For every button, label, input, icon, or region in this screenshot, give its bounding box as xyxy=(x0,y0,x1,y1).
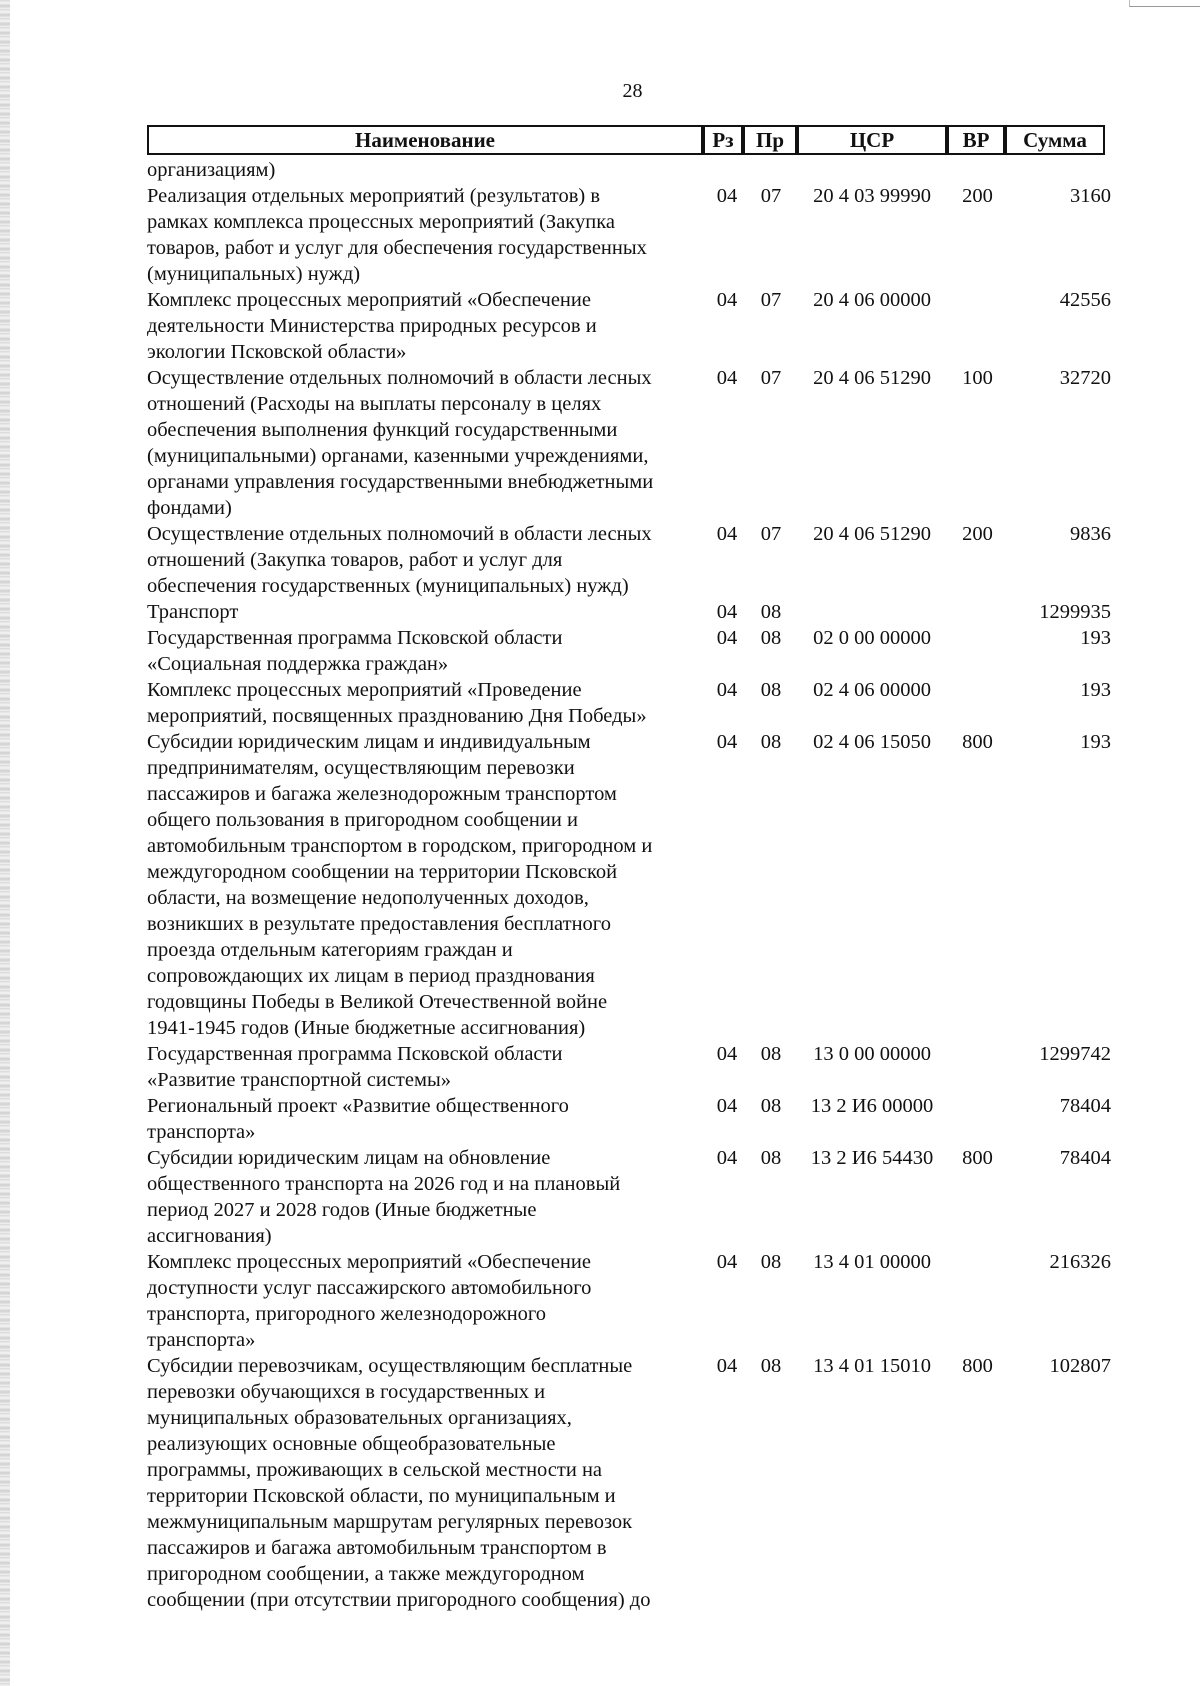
row-name-line: деятельности Министерства природных ресурсов и xyxy=(147,315,597,337)
row-name xyxy=(147,677,702,729)
row-vr: 800 xyxy=(962,1355,993,1377)
table-row xyxy=(147,1041,1115,1093)
row-sum: 102807 xyxy=(1049,1355,1111,1377)
row-name-line: товаров, работ и услуг для обеспечения государственных xyxy=(147,237,647,259)
row-name-line: отношений (Расходы на выплаты персоналу в целях xyxy=(147,393,602,415)
table-row xyxy=(147,677,1115,729)
row-name-line: междугородном сообщении на территории Псковской xyxy=(147,861,618,883)
row-name-line: фондами) xyxy=(147,497,232,519)
row-name xyxy=(147,599,702,625)
row-name xyxy=(147,521,702,599)
row-pr: 08 xyxy=(760,1043,782,1065)
table-row xyxy=(147,521,1115,599)
row-name-line: территории Псковской области, по муниципальным и xyxy=(147,1485,616,1507)
scan-edge-top-right xyxy=(1129,0,1200,7)
row-name-line: Комплекс процессных мероприятий «Проведение xyxy=(147,679,582,701)
row-name-line: органами управления государственными внебюджетными xyxy=(147,471,654,493)
row-pr: 08 xyxy=(760,731,782,753)
row-name-line: экологии Псковской области» xyxy=(147,341,407,363)
row-name-line: Региональный проект «Развитие общественного xyxy=(147,1095,569,1117)
row-name xyxy=(147,1041,702,1093)
row-pr: 08 xyxy=(760,1251,782,1273)
row-name-line: годовщины Победы в Великой Отечественной войне xyxy=(147,991,608,1013)
row-name xyxy=(147,287,702,365)
row-name-line: общественного транспорта на 2026 год и на плановый xyxy=(147,1173,621,1195)
row-name xyxy=(147,1353,702,1613)
budget-table xyxy=(147,125,1115,1613)
row-rz: 04 xyxy=(716,1095,738,1117)
row-name-line: области, на возмещение недополученных доходов, xyxy=(147,887,589,909)
row-name-line: сообщении (при отсутствии пригородного сообщения) до xyxy=(147,1589,651,1611)
row-name-line: сопровождающих их лицам в период празднования xyxy=(147,965,595,987)
row-name-line: обеспечения государственных (муниципальных) нужд) xyxy=(147,575,629,597)
row-name-line: Осуществление отдельных полномочий в области лесных xyxy=(147,367,652,389)
row-sum: 193 xyxy=(1080,731,1111,753)
scan-edge-left xyxy=(0,0,10,1686)
row-sum: 193 xyxy=(1080,679,1111,701)
row-vr: 800 xyxy=(962,731,993,753)
header-name: Наименование xyxy=(147,125,703,155)
row-name-line: ассигнования) xyxy=(147,1225,272,1247)
table-row xyxy=(147,1353,1115,1613)
table-row xyxy=(147,365,1115,521)
row-name xyxy=(147,365,702,521)
row-name-line: отношений (Закупка товаров, работ и услуг для xyxy=(147,549,563,571)
row-name-line: Субсидии юридическим лицам и индивидуальным xyxy=(147,731,591,753)
row-name-line: Субсидии перевозчикам, осуществляющим бесплатные xyxy=(147,1355,633,1377)
row-name-line: (муниципальными) органами, казенными учреждениями, xyxy=(147,445,649,467)
header-pr: Пр xyxy=(743,125,797,155)
row-name-line: 1941-1945 годов (Иные бюджетные ассигнования) xyxy=(147,1017,586,1039)
row-rz: 04 xyxy=(716,1147,738,1169)
row-name-line: «Социальная поддержка граждан» xyxy=(147,653,449,675)
row-pr: 07 xyxy=(760,523,782,545)
row-name-line: реализующих основные общеобразовательные xyxy=(147,1433,556,1455)
row-pr: 08 xyxy=(760,1095,782,1117)
row-vr: 800 xyxy=(962,1147,993,1169)
row-csr: 20 4 03 99990 xyxy=(813,185,931,207)
row-rz: 04 xyxy=(716,367,738,389)
row-name-line: период 2027 и 2028 годов (Иные бюджетные xyxy=(147,1199,537,1221)
row-name-line: Транспорт xyxy=(147,601,239,623)
row-name-line: муниципальных образовательных организациях, xyxy=(147,1407,572,1429)
row-pr: 08 xyxy=(760,627,782,649)
row-csr: 20 4 06 00000 xyxy=(813,289,931,311)
row-name-line: программы, проживающих в сельской местности на xyxy=(147,1459,603,1481)
row-rz: 04 xyxy=(716,185,738,207)
row-rz: 04 xyxy=(716,731,738,753)
row-csr: 13 4 01 15010 xyxy=(813,1355,931,1377)
row-pr: 08 xyxy=(760,1355,782,1377)
row-name-line: автомобильным транспортом в городском, пригородном и xyxy=(147,835,653,857)
row-name-line: Государственная программа Псковской области xyxy=(147,1043,563,1065)
row-name xyxy=(147,183,702,287)
row-sum: 1299742 xyxy=(1039,1043,1111,1065)
row-name-line: Субсидии юридическим лицам на обновление xyxy=(147,1147,551,1169)
row-name-line: Комплекс процессных мероприятий «Обеспечение xyxy=(147,1251,591,1273)
row-name-line: Осуществление отдельных полномочий в области лесных xyxy=(147,523,652,545)
row-sum: 78404 xyxy=(1059,1147,1111,1169)
row-csr: 20 4 06 51290 xyxy=(813,523,931,545)
row-name-line: пассажиров и багажа автомобильным транспортом в xyxy=(147,1537,607,1559)
row-rz: 04 xyxy=(716,1251,738,1273)
row-name xyxy=(147,1093,702,1145)
row-name-line: транспорта» xyxy=(147,1329,256,1351)
row-vr: 100 xyxy=(962,367,993,389)
row-sum: 1299935 xyxy=(1039,601,1111,623)
row-name-line: транспорта, пригородного железнодорожного xyxy=(147,1303,547,1325)
row-rz: 04 xyxy=(716,679,738,701)
row-rz: 04 xyxy=(716,601,738,623)
row-name xyxy=(147,729,702,1041)
header-vr: ВР xyxy=(947,125,1005,155)
row-sum: 42556 xyxy=(1059,289,1111,311)
row-pr: 07 xyxy=(760,185,782,207)
row-pr: 07 xyxy=(760,367,782,389)
row-sum: 9836 xyxy=(1070,523,1111,545)
row-name-line: Комплекс процессных мероприятий «Обеспечение xyxy=(147,289,591,311)
row-csr: 13 2 И6 54430 xyxy=(810,1147,934,1169)
row-sum: 78404 xyxy=(1059,1095,1111,1117)
row-vr: 200 xyxy=(962,523,993,545)
row-sum: 3160 xyxy=(1070,185,1111,207)
table-header-row xyxy=(147,125,1115,157)
row-name-line: перевозки обучающихся в государственных и xyxy=(147,1381,546,1403)
table-row xyxy=(147,625,1115,677)
row-rz: 04 xyxy=(716,1043,738,1065)
row-name-line: Государственная программа Псковской области xyxy=(147,627,563,649)
row-pr: 08 xyxy=(760,679,782,701)
header-csr: ЦСР xyxy=(797,125,947,155)
row-csr: 20 4 06 51290 xyxy=(813,367,931,389)
row-sum: 193 xyxy=(1080,627,1111,649)
row-name-line: возникших в результате предоставления бесплатного xyxy=(147,913,611,935)
row-name xyxy=(147,1249,702,1353)
row-name-line: мероприятий, посвященных празднованию Дня Победы» xyxy=(147,705,647,727)
row-name-line: общего пользования в пригородном сообщении и xyxy=(147,809,578,831)
row-name-line: (муниципальных) нужд) xyxy=(147,263,361,285)
row-pr: 07 xyxy=(760,289,782,311)
table-row xyxy=(147,599,1115,625)
row-csr: 02 4 06 00000 xyxy=(813,679,931,701)
row-name-line: проезда отдельным категориям граждан и xyxy=(147,939,513,961)
row-csr: 02 4 06 15050 xyxy=(813,731,931,753)
row-name-line: обеспечения выполнения функций государственными xyxy=(147,419,618,441)
row-csr: 13 0 00 00000 xyxy=(813,1043,931,1065)
table-row xyxy=(147,157,1115,183)
row-vr: 200 xyxy=(962,185,993,207)
row-rz: 04 xyxy=(716,1355,738,1377)
table-row xyxy=(147,1093,1115,1145)
row-name-line: «Развитие транспортной системы» xyxy=(147,1069,451,1091)
table-row xyxy=(147,1145,1115,1249)
row-name-line: рамках комплекса процессных мероприятий (Закупка xyxy=(147,211,615,233)
row-rz: 04 xyxy=(716,523,738,545)
row-pr: 08 xyxy=(760,601,782,623)
row-name-line: межмуниципальным маршрутам регулярных перевозок xyxy=(147,1511,633,1533)
header-sum: Сумма xyxy=(1005,125,1105,155)
row-rz: 04 xyxy=(716,627,738,649)
row-csr: 13 4 01 00000 xyxy=(813,1251,931,1273)
row-csr: 02 0 00 00000 xyxy=(813,627,931,649)
row-name-line: пассажиров и багажа железнодорожным транспортом xyxy=(147,783,617,805)
row-name-line: Реализация отдельных мероприятий (результатов) в xyxy=(147,185,601,207)
row-pr: 08 xyxy=(760,1147,782,1169)
header-rz: Рз xyxy=(703,125,743,155)
page-number: 28 xyxy=(622,80,643,102)
row-sum: 216326 xyxy=(1049,1251,1111,1273)
row-csr: 13 2 И6 00000 xyxy=(810,1095,934,1117)
table-row xyxy=(147,1249,1115,1353)
row-name xyxy=(147,1145,702,1249)
row-name-line: организациям) xyxy=(147,159,276,181)
table-row xyxy=(147,729,1115,1041)
table-row xyxy=(147,183,1115,287)
row-name xyxy=(147,625,702,677)
row-name-line: предпринимателям, осуществляющим перевозки xyxy=(147,757,575,779)
table-body xyxy=(147,157,1115,1613)
row-name xyxy=(147,157,702,183)
row-name-line: доступности услуг пассажирского автомобильного xyxy=(147,1277,592,1299)
row-name-line: транспорта» xyxy=(147,1121,256,1143)
table-row xyxy=(147,287,1115,365)
row-rz: 04 xyxy=(716,289,738,311)
row-name-line: пригородном сообщении, а также междугородном xyxy=(147,1563,585,1585)
row-sum: 32720 xyxy=(1059,367,1111,389)
